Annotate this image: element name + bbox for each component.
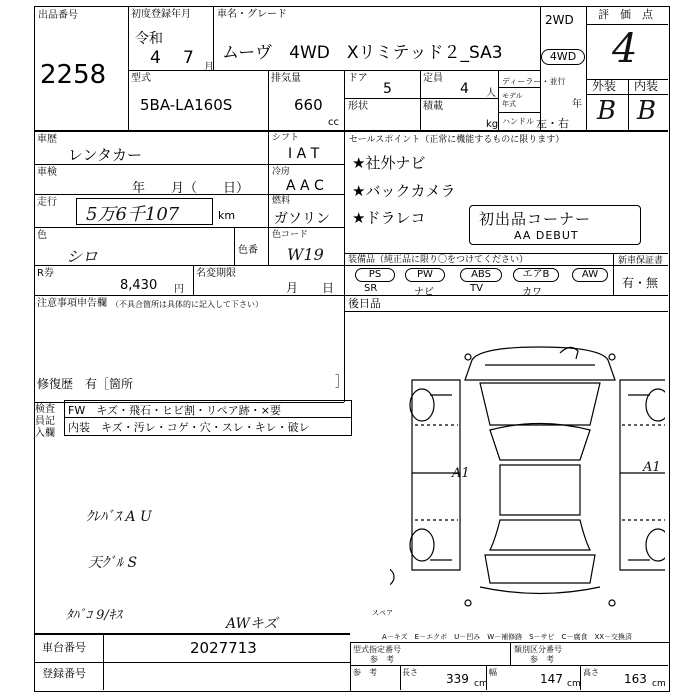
width-value: 147	[540, 672, 563, 686]
debut-corner-stamp	[469, 205, 641, 245]
handwritten-note-4: AWキズ	[226, 616, 278, 632]
notes-label: 注意事項申告欄	[37, 298, 107, 309]
load-unit: kg	[486, 119, 499, 130]
ac-value: A A C	[286, 178, 324, 194]
debut-corner-sub: AA DEBUT	[514, 229, 579, 242]
height-value: 163	[624, 672, 647, 686]
color-label: 色	[37, 230, 47, 241]
handwritten-note-1: ｸﾚﾊﾞｽ A U	[86, 509, 152, 525]
fuel-label: 燃料	[272, 196, 291, 206]
dimensions-ref-label: 参 考	[353, 668, 377, 677]
height-label: 高さ	[583, 668, 599, 677]
equip-abs: ABS	[460, 268, 502, 282]
displacement-value: 660	[294, 96, 323, 114]
inspector-label: 検査員記入欄	[35, 404, 55, 439]
recycle-label: R券	[37, 268, 54, 279]
repair-history-bracket: ］	[335, 375, 349, 390]
handwritten-note-2: 天ｸﾞﾙ S	[88, 555, 138, 571]
repair-history: 修復歴 有［箇所	[37, 377, 134, 391]
displacement-label: 排気量	[271, 73, 301, 84]
length-unit: cm	[474, 679, 488, 689]
notes-hint: （不具合箇所は具体的に記入して下さい）	[111, 300, 263, 309]
rating-label: 評 価 点	[598, 8, 653, 21]
handle-value: 左・右	[536, 117, 569, 130]
selling-point-3: ★ドラレコ	[352, 209, 426, 227]
chassis-value: 2027713	[190, 639, 257, 657]
history-label: 車歴	[37, 134, 57, 145]
month-unit: 月	[204, 62, 214, 73]
fuel-value: ガソリン	[274, 211, 330, 227]
diagram-mark-a1-right: A1	[643, 460, 661, 475]
capacity-unit: 人	[486, 88, 496, 99]
handwritten-note-3: ﾀﾊﾞｺ 9/ｷｽ	[66, 608, 122, 623]
category-label: 類別区分番号	[514, 645, 562, 654]
name-change-value: 月 日	[286, 281, 335, 295]
length-value: 339	[446, 672, 469, 686]
color-value: シロ	[66, 247, 99, 266]
car-damage-diagram	[390, 325, 665, 625]
first-registration-year: 4	[150, 48, 161, 68]
model-label: 型式	[131, 73, 151, 84]
warranty-value: 有・無	[622, 276, 659, 290]
chassis-label: 車台番号	[42, 641, 86, 654]
category-ref: 参 考	[530, 655, 554, 664]
load-label: 積載	[423, 101, 443, 112]
width-label: 幅	[489, 668, 497, 677]
spare-label: スペア	[372, 609, 393, 617]
selling-point-2: ★バックカメラ	[352, 182, 456, 200]
equip-sr: SR	[364, 283, 378, 294]
first-registration-label: 初度登録年月	[131, 9, 191, 20]
doors-label: ドア	[348, 73, 368, 84]
mileage-value: 5万6千107	[86, 204, 180, 225]
shift-label: シフト	[272, 133, 300, 143]
drive-2wd: 2WD	[545, 13, 574, 27]
capacity-label: 定員	[423, 73, 443, 84]
exterior-label: 外装	[592, 79, 617, 93]
color-code-value: W19	[287, 245, 324, 264]
debut-corner-title: 初出品コーナー	[479, 210, 592, 228]
shift-value: I A T	[288, 146, 320, 162]
model-year-label: モデル年式	[502, 92, 523, 108]
model-designation-label: 型式指定番号	[353, 645, 401, 654]
equip-tv: TV	[470, 283, 483, 294]
color-code-label: 色コード	[272, 230, 309, 240]
height-unit: cm	[652, 679, 666, 689]
doors-value: 5	[383, 81, 392, 97]
inspection-label: 車検	[37, 167, 57, 178]
equip-navi: ナビ	[414, 287, 434, 298]
interior-label: 内装	[634, 79, 659, 93]
after-item-label: 後日品	[348, 297, 381, 310]
handle-label: ハンドル	[502, 117, 534, 126]
drive-4wd-circled: 4WD	[541, 49, 585, 65]
inspection-value: 年 月（ 日）	[132, 181, 250, 196]
selling-points-label: セールスポイント（正常に機能するものに限ります）	[349, 135, 565, 145]
inspector-row-fw: FW キズ・飛石・ヒビ割・リペア跡・×要	[68, 404, 281, 417]
equip-ps: PS	[355, 268, 395, 282]
selling-point-1: ★社外ナビ	[352, 154, 426, 172]
car-grade-label: 車名・グレード	[217, 9, 287, 20]
damage-legend: A－キズ E－エクボ U－凹み W－補修跡 S－サビ C－腐食 XX－交換済	[382, 633, 633, 641]
shape-label: 形状	[348, 101, 368, 112]
width-unit: cm	[567, 679, 581, 689]
capacity-value: 4	[460, 81, 469, 97]
displacement-unit: cc	[328, 117, 339, 128]
year-unit: 年	[572, 99, 582, 110]
mileage-label: 走行	[37, 197, 57, 208]
exterior-grade: B	[597, 96, 617, 126]
equip-leather: カワ	[522, 287, 542, 298]
inspector-row-interior: 内装 キズ・汚レ・コゲ・穴・スレ・キレ・破レ	[68, 421, 310, 434]
interior-grade: B	[637, 96, 657, 126]
lot-number: 2258	[40, 60, 107, 90]
equip-pw: PW	[405, 268, 445, 282]
recycle-unit: 円	[174, 284, 184, 295]
dealer-label: ディーラー・並行	[502, 77, 566, 86]
model-designation-ref: 参 考	[370, 655, 394, 664]
equip-airbag: エアB	[513, 268, 559, 282]
history-value: レンタカー	[68, 146, 143, 164]
registration-label: 登録番号	[42, 667, 86, 680]
model-value: 5BA-LA160S	[140, 96, 233, 114]
diagram-mark-a1-left: A1	[452, 466, 470, 481]
mileage-unit: km	[218, 209, 236, 222]
equip-aw: AW	[572, 268, 608, 282]
car-name: ムーヴ 4WD Xリミテッド２_SA3	[222, 43, 503, 63]
era: 令和	[135, 31, 163, 47]
lot-label: 出品番号	[38, 10, 78, 21]
name-change-label: 名変期限	[196, 268, 236, 279]
equipment-label: 装備品（純正品に限り〇をつけてください）	[348, 255, 529, 265]
length-label: 長さ	[402, 668, 418, 677]
color-no-label: 色番	[238, 245, 258, 256]
first-registration-month: 7	[183, 48, 194, 68]
warranty-label: 新車保証書	[618, 256, 664, 266]
rating-value: 4	[612, 26, 638, 72]
ac-label: 冷房	[272, 167, 291, 177]
recycle-value: 8,430	[120, 278, 158, 293]
